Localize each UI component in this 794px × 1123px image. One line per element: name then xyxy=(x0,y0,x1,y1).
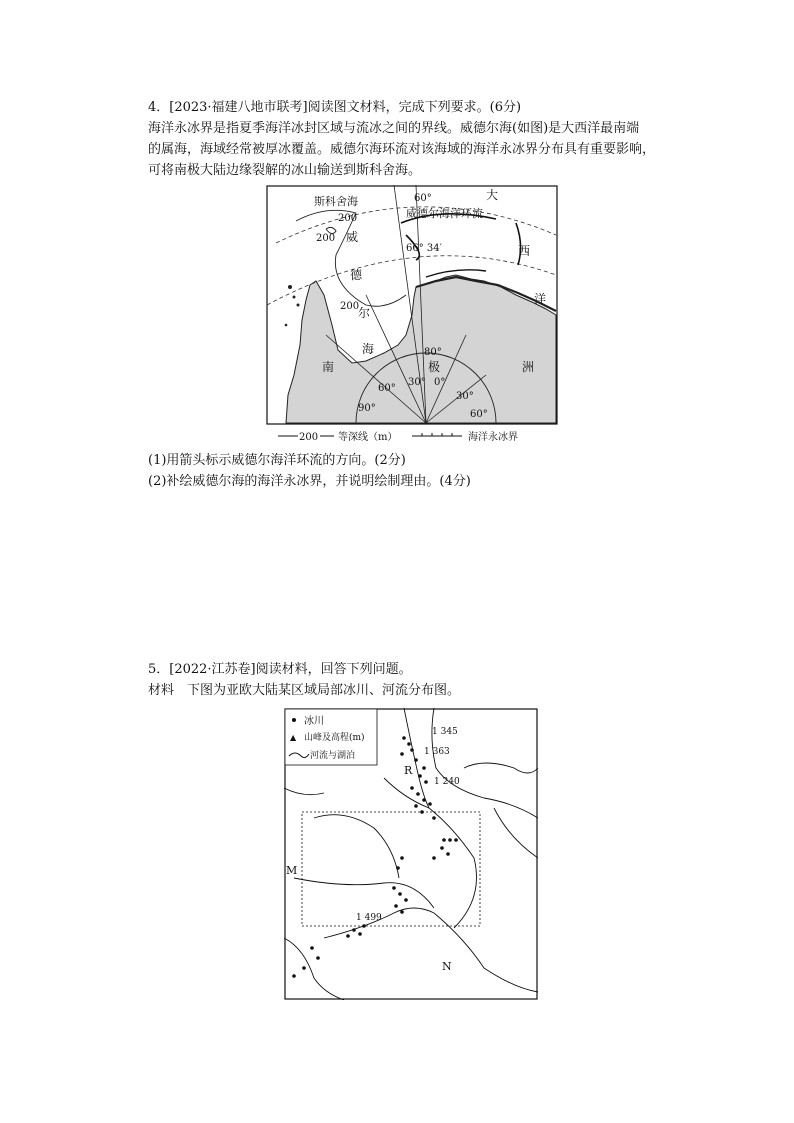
q4-paragraph-line-1: 海洋永冰界是指夏季海洋冰封区域与流冰之间的界线。威德尔海(如图)是大西洋最南端 xyxy=(148,121,640,136)
label-peak-1363: 1 363 xyxy=(424,747,450,757)
label-peak-1240: 1 240 xyxy=(434,777,460,787)
label-er: 尔 xyxy=(358,306,371,320)
legend-river: 河流与湖泊 xyxy=(310,751,356,761)
legend-depth-value: 200 xyxy=(299,432,319,443)
label-peak-1345: 1 345 xyxy=(432,727,458,737)
legend-peak-symbol: ▲ xyxy=(290,733,297,742)
q4-paragraph-line-2: 的属海，海域经常被厚冰覆盖。威德尔海环流对该海域的海洋永冰界分布具有重要影响， xyxy=(148,142,656,157)
label-lon30a: 30° xyxy=(408,377,426,388)
label-peak-1499: 1 499 xyxy=(356,913,382,923)
island xyxy=(293,296,296,299)
label-de: 德 xyxy=(350,268,363,282)
label-depth-200-b: 200 xyxy=(316,233,336,244)
island xyxy=(288,285,292,289)
q4-title: 4．[2023·福建八地市联考]阅读图文材料，完成下列要求。(6分) xyxy=(148,100,522,115)
legend-ice-label: 海洋永冰界 xyxy=(468,432,518,443)
label-lat66: 66° 34′ xyxy=(406,243,442,254)
label-weddell-gyre: 威德尔海洋环流 xyxy=(406,207,483,220)
label-depth-200-c: 200 xyxy=(340,301,360,312)
legend-peak: 山峰及高程(m) xyxy=(304,733,365,743)
label-R: R xyxy=(404,764,413,777)
legend-depth-label: 等深线（m） xyxy=(338,432,398,443)
q4-subquestion-1: (1)用箭头标示威德尔海洋环流的方向。(2分) xyxy=(148,453,406,468)
label-lon60b: 60° xyxy=(470,409,488,420)
weddell-sea-map xyxy=(266,185,558,445)
q5-title: 5．[2022·江苏卷]阅读材料，回答下列问题。 xyxy=(148,662,412,677)
island xyxy=(285,324,288,327)
label-lon90: 90° xyxy=(358,403,376,414)
label-ji: 极 xyxy=(428,360,441,374)
label-hai: 海 xyxy=(362,342,375,356)
label-lon80: 80° xyxy=(424,347,442,358)
q4-subquestion-2: (2)补绘威德尔海的海洋永冰界，并说明绘制理由。(4分) xyxy=(148,474,471,489)
island xyxy=(297,304,300,307)
q4-paragraph-line-3: 可将南极大陆边缘裂解的冰山输送到斯科舍海。 xyxy=(148,163,422,178)
label-N: N xyxy=(442,960,452,973)
label-da: 大 xyxy=(486,188,499,202)
q5-material: 材料 下图为亚欧大陆某区域局部冰川、河流分布图。 xyxy=(148,683,461,698)
legend-glacier-dot xyxy=(292,718,296,722)
legend-glacier: 冰川 xyxy=(304,716,324,727)
label-scotia-sea: 斯科舍海 xyxy=(314,195,358,208)
label-M: M xyxy=(286,864,298,877)
label-wei: 威 xyxy=(346,230,359,244)
label-yang: 洋 xyxy=(534,292,547,306)
label-nan: 南 xyxy=(322,360,335,374)
label-lon30b: 30° xyxy=(456,391,474,402)
label-lon0: 0° xyxy=(434,377,446,388)
glacier-river-map xyxy=(284,708,538,1000)
label-zhou: 洲 xyxy=(522,360,535,374)
label-lon60a: 60° xyxy=(378,383,396,394)
label-lat60: 60° xyxy=(414,193,432,204)
label-depth-200-a: 200 xyxy=(338,213,358,224)
label-xi: 西 xyxy=(518,244,531,258)
